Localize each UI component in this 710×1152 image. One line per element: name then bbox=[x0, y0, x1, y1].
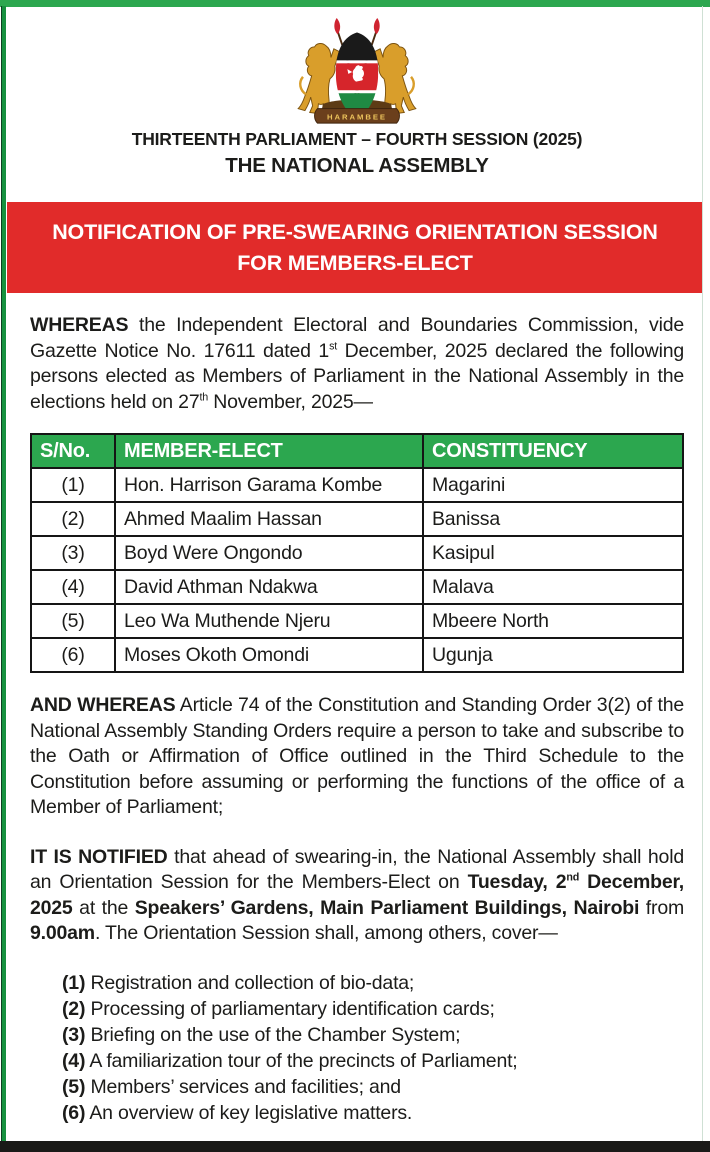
whereas-text: November, 2025— bbox=[208, 390, 373, 413]
notified-text: at the bbox=[72, 896, 135, 919]
whereas-paragraph bbox=[30, 313, 684, 415]
motto-scroll-icon bbox=[315, 109, 400, 123]
column-header-sno: S/No. bbox=[31, 434, 115, 468]
page-left-border bbox=[1, 6, 6, 1152]
cell-member: Leo Wa Muthende Njeru bbox=[115, 604, 423, 638]
list-item-text: Briefing on the use of the Chamber System; bbox=[85, 1023, 461, 1046]
cell-member: Moses Okoth Omondi bbox=[115, 638, 423, 672]
spear-blades-icon bbox=[334, 18, 379, 34]
kenya-coat-of-arms-icon bbox=[294, 17, 420, 127]
orientation-time: 9.00am bbox=[30, 922, 95, 945]
list-item-text: Processing of parliamentary identification cards; bbox=[85, 997, 495, 1020]
cell-constituency: Banissa bbox=[423, 502, 683, 536]
list-item bbox=[62, 1101, 684, 1127]
orientation-venue: Speakers’ Gardens, Main Parliament Buildings, Nairobi bbox=[134, 896, 640, 919]
list-item bbox=[62, 1075, 684, 1101]
members-elect-table bbox=[30, 433, 684, 673]
cell-constituency: Kasipul bbox=[423, 536, 683, 570]
cell-sno: (1) bbox=[31, 468, 115, 502]
table-row bbox=[31, 604, 683, 638]
cell-sno: (5) bbox=[31, 604, 115, 638]
cell-sno: (2) bbox=[31, 502, 115, 536]
notified-lead: IT IS NOTIFIED bbox=[30, 845, 168, 868]
page-top-border bbox=[0, 0, 710, 7]
list-item-text: Members’ services and facilities; and bbox=[85, 1075, 401, 1098]
cell-constituency: Magarini bbox=[423, 468, 683, 502]
table-row bbox=[31, 536, 683, 570]
cell-member: Boyd Were Ongondo bbox=[115, 536, 423, 570]
list-item-text: A familiarization tour of the precincts of Parliament; bbox=[85, 1049, 518, 1072]
list-item-number: (6) bbox=[62, 1101, 86, 1124]
table-row bbox=[31, 502, 683, 536]
list-item-number: (1) bbox=[62, 971, 86, 994]
list-item-text: An overview of key legislative matters. bbox=[85, 1101, 413, 1124]
notified-text: from bbox=[639, 896, 685, 919]
whereas-lead: WHEREAS bbox=[30, 314, 129, 337]
orientation-date: Tuesday, 2 bbox=[467, 871, 567, 894]
list-item-number: (2) bbox=[62, 997, 86, 1020]
ordinal-suffix: st bbox=[329, 340, 337, 353]
column-header-constituency: CONSTITUENCY bbox=[423, 434, 683, 468]
and-whereas-lead: AND WHEREAS bbox=[30, 694, 176, 717]
assembly-heading: THE NATIONAL ASSEMBLY bbox=[225, 154, 489, 177]
motto-text: HARAMBEE bbox=[327, 112, 387, 122]
list-item bbox=[62, 997, 684, 1023]
cell-sno: (6) bbox=[31, 638, 115, 672]
table-row bbox=[31, 638, 683, 672]
and-whereas-paragraph bbox=[30, 693, 684, 821]
whereas-text: the Independent Electoral and Boundaries Commission, vide Gazette Notice No. 17611 dated 1 bbox=[30, 314, 684, 362]
notice-title-line1: NOTIFICATION OF PRE-SWEARING ORIENTATION SESSION bbox=[52, 220, 658, 244]
notified-text: . The Orientation Session shall, among others, cover— bbox=[94, 922, 558, 945]
cell-constituency: Mbeere North bbox=[423, 604, 683, 638]
cell-sno: (4) bbox=[31, 570, 115, 604]
table-row bbox=[31, 468, 683, 502]
cell-member: Ahmed Maalim Hassan bbox=[115, 502, 423, 536]
table-header-row bbox=[31, 434, 683, 468]
cell-sno: (3) bbox=[31, 536, 115, 570]
ordinal-suffix: th bbox=[199, 391, 209, 404]
notified-paragraph bbox=[30, 845, 684, 947]
list-item-number: (3) bbox=[62, 1023, 86, 1046]
notified-text: that ahead of swearing-in, the National Assembly shall hold an Orientation Session for the Members-Elect on bbox=[30, 845, 684, 894]
notice-title-line2: FOR MEMBERS-ELECT bbox=[237, 250, 473, 275]
ordinal-suffix: nd bbox=[566, 871, 580, 884]
orientation-date: December, 2025 bbox=[30, 871, 684, 919]
cell-member: David Athman Ndakwa bbox=[115, 570, 423, 604]
session-heading: THIRTEENTH PARLIAMENT – FOURTH SESSION (2025) bbox=[131, 129, 583, 149]
page-bottom-border bbox=[0, 1141, 710, 1152]
list-item bbox=[62, 1023, 684, 1049]
list-item-number: (4) bbox=[62, 1049, 86, 1072]
list-item bbox=[62, 1049, 684, 1075]
table-row bbox=[31, 570, 683, 604]
list-item-number: (5) bbox=[62, 1075, 86, 1098]
whereas-text: December, 2025 declared the following persons elected as Members of Parliament in the National Assembly in the elections held on 27 bbox=[30, 339, 684, 413]
cell-constituency: Malava bbox=[423, 570, 683, 604]
notice-title-banner bbox=[7, 202, 703, 293]
list-item bbox=[62, 971, 684, 997]
notice-document bbox=[0, 17, 710, 1126]
column-header-member: MEMBER-ELECT bbox=[115, 434, 423, 468]
list-item-text: Registration and collection of bio-data; bbox=[85, 971, 415, 994]
cell-member: Hon. Harrison Garama Kombe bbox=[115, 468, 423, 502]
agenda-list bbox=[30, 971, 684, 1127]
page-right-border bbox=[702, 6, 703, 1152]
and-whereas-text: Article 74 of the Constitution and Standing Order 3(2) of the National Assembly Standing Orders require a person to take and subscribe to the Oath or Affirmation of Office outlined in the Third Schedule to the Constitution before assuming or performing the functions of the office of a Member of Parliament; bbox=[30, 694, 684, 819]
cell-constituency: Ugunja bbox=[423, 638, 683, 672]
